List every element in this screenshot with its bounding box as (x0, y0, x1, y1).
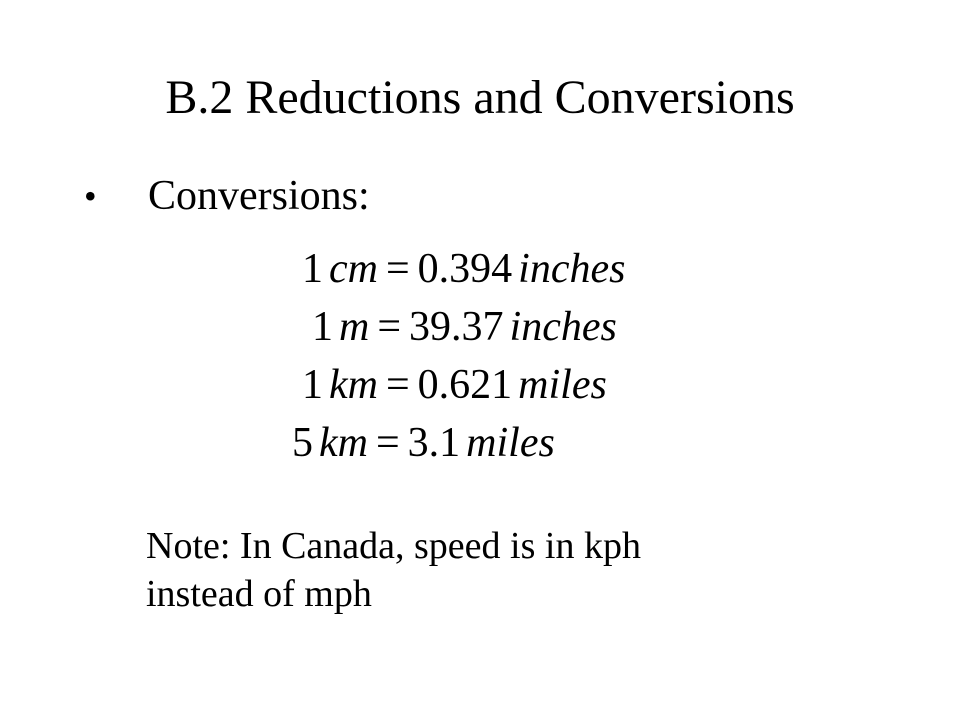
equation-lhs-value: 1 (312, 304, 333, 350)
note-text (146, 522, 846, 618)
equation-cm-inches (292, 240, 692, 298)
equation-lhs-unit: km (329, 362, 378, 408)
equation-equals-sign: = (375, 420, 400, 466)
bullet-item-conversions (84, 168, 370, 224)
equation-rhs-unit: inches (509, 304, 617, 350)
equation-rhs-unit: inches (518, 246, 626, 292)
note-line-2: instead of mph (146, 573, 372, 615)
equation-rhs-value: 0.621 (417, 362, 513, 408)
equation-lhs-unit: m (339, 304, 370, 350)
equation-equals-sign: = (385, 246, 410, 292)
slide-title: B.2 Reductions and Conversions (165, 71, 795, 124)
equation-rhs-value: 0.394 (417, 246, 513, 292)
equation-equals-sign: = (385, 362, 410, 408)
equation-lhs-unit: km (319, 420, 368, 466)
equation-rhs-value: 39.37 (409, 304, 504, 350)
equation-rhs-unit: miles (466, 420, 555, 466)
equation-lhs-value: 1 (302, 246, 323, 292)
equation-rhs-value: 3.1 (407, 420, 461, 466)
equation-lhs-unit: cm (329, 246, 378, 292)
bullet-dot-icon: • (84, 176, 97, 216)
equation-km-miles (292, 356, 692, 414)
equation-5km-miles (292, 414, 692, 472)
equation-m-inches (292, 298, 692, 356)
equation-lhs-value: 1 (302, 362, 323, 408)
note-line-1: Note: In Canada, speed is in kph (146, 525, 641, 567)
conversion-equations (292, 240, 692, 472)
equation-equals-sign: = (377, 304, 402, 350)
bullet-label: Conversions: (148, 173, 370, 219)
equation-rhs-unit: miles (518, 362, 607, 408)
equation-lhs-value: 5 (292, 420, 313, 466)
